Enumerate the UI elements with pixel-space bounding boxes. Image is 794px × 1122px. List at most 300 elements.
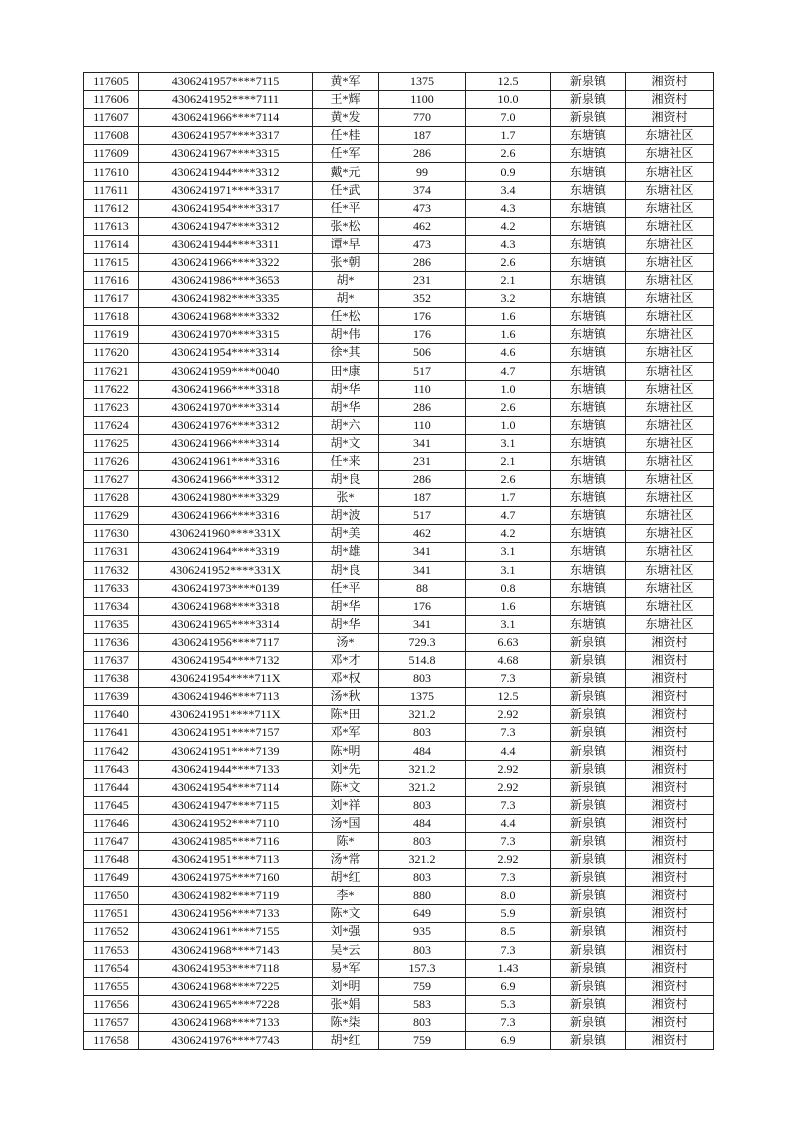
amount-cell: 484 xyxy=(379,742,466,760)
record-id-cell: 117608 xyxy=(84,127,139,145)
table-row xyxy=(84,326,714,344)
town-cell: 新泉镇 xyxy=(551,923,626,941)
town-cell: 东塘镇 xyxy=(551,525,626,543)
name-cell: 胡*红 xyxy=(313,1031,379,1049)
quantity-cell: 4.6 xyxy=(466,344,551,362)
town-cell: 新泉镇 xyxy=(551,778,626,796)
town-cell: 东塘镇 xyxy=(551,127,626,145)
name-cell: 陈*文 xyxy=(313,778,379,796)
id-number-cell: 4306241961****7155 xyxy=(139,923,313,941)
record-id-cell: 117609 xyxy=(84,145,139,163)
village-cell: 东塘社区 xyxy=(626,434,714,452)
table-row xyxy=(84,579,714,597)
town-cell: 新泉镇 xyxy=(551,706,626,724)
record-id-cell: 117616 xyxy=(84,272,139,290)
record-id-cell: 117658 xyxy=(84,1031,139,1049)
amount-cell: 176 xyxy=(379,326,466,344)
amount-cell: 462 xyxy=(379,525,466,543)
village-cell: 湘资村 xyxy=(626,977,714,995)
id-number-cell: 4306241985****7116 xyxy=(139,832,313,850)
id-number-cell: 4306241965****7228 xyxy=(139,995,313,1013)
village-cell: 湘资村 xyxy=(626,633,714,651)
quantity-cell: 3.1 xyxy=(466,561,551,579)
name-cell: 任*来 xyxy=(313,452,379,470)
town-cell: 新泉镇 xyxy=(551,91,626,109)
id-number-cell: 4306241966****3316 xyxy=(139,507,313,525)
amount-cell: 341 xyxy=(379,561,466,579)
record-id-cell: 117643 xyxy=(84,760,139,778)
id-number-cell: 4306241951****7139 xyxy=(139,742,313,760)
id-number-cell: 4306241947****7115 xyxy=(139,796,313,814)
quantity-cell: 1.6 xyxy=(466,308,551,326)
table-row xyxy=(84,362,714,380)
quantity-cell: 4.3 xyxy=(466,235,551,253)
amount-cell: 803 xyxy=(379,941,466,959)
quantity-cell: 2.92 xyxy=(466,760,551,778)
quantity-cell: 6.9 xyxy=(466,977,551,995)
quantity-cell: 2.92 xyxy=(466,851,551,869)
amount-cell: 176 xyxy=(379,308,466,326)
table-row xyxy=(84,633,714,651)
table-row xyxy=(84,452,714,470)
name-cell: 邓*军 xyxy=(313,724,379,742)
amount-cell: 803 xyxy=(379,670,466,688)
name-cell: 胡*良 xyxy=(313,471,379,489)
town-cell: 东塘镇 xyxy=(551,235,626,253)
town-cell: 东塘镇 xyxy=(551,253,626,271)
id-number-cell: 4306241968****7143 xyxy=(139,941,313,959)
table-row xyxy=(84,814,714,832)
town-cell: 东塘镇 xyxy=(551,615,626,633)
quantity-cell: 2.92 xyxy=(466,706,551,724)
village-cell: 湘资村 xyxy=(626,670,714,688)
name-cell: 胡*美 xyxy=(313,525,379,543)
record-id-cell: 117638 xyxy=(84,670,139,688)
name-cell: 胡*雄 xyxy=(313,543,379,561)
id-number-cell: 4306241954****3314 xyxy=(139,344,313,362)
town-cell: 东塘镇 xyxy=(551,452,626,470)
village-cell: 东塘社区 xyxy=(626,452,714,470)
amount-cell: 110 xyxy=(379,416,466,434)
town-cell: 新泉镇 xyxy=(551,905,626,923)
town-cell: 新泉镇 xyxy=(551,1013,626,1031)
name-cell: 陈*明 xyxy=(313,742,379,760)
id-number-cell: 4306241953****7118 xyxy=(139,959,313,977)
town-cell: 东塘镇 xyxy=(551,398,626,416)
table-row xyxy=(84,977,714,995)
table-row xyxy=(84,959,714,977)
table-row xyxy=(84,253,714,271)
amount-cell: 517 xyxy=(379,507,466,525)
town-cell: 东塘镇 xyxy=(551,272,626,290)
town-cell: 东塘镇 xyxy=(551,163,626,181)
record-id-cell: 117639 xyxy=(84,688,139,706)
record-id-cell: 117642 xyxy=(84,742,139,760)
record-id-cell: 117605 xyxy=(84,73,139,91)
town-cell: 东塘镇 xyxy=(551,308,626,326)
amount-cell: 231 xyxy=(379,452,466,470)
amount-cell: 770 xyxy=(379,109,466,127)
id-number-cell: 4306241951****7157 xyxy=(139,724,313,742)
amount-cell: 231 xyxy=(379,272,466,290)
id-number-cell: 4306241970****3314 xyxy=(139,398,313,416)
id-number-cell: 4306241961****3316 xyxy=(139,452,313,470)
id-number-cell: 4306241964****3319 xyxy=(139,543,313,561)
village-cell: 东塘社区 xyxy=(626,145,714,163)
amount-cell: 880 xyxy=(379,887,466,905)
id-number-cell: 4306241954****3317 xyxy=(139,199,313,217)
name-cell: 戴*元 xyxy=(313,163,379,181)
name-cell: 任*平 xyxy=(313,579,379,597)
village-cell: 东塘社区 xyxy=(626,416,714,434)
table-row xyxy=(84,507,714,525)
amount-cell: 1375 xyxy=(379,73,466,91)
name-cell: 张* xyxy=(313,489,379,507)
amount-cell: 506 xyxy=(379,344,466,362)
town-cell: 东塘镇 xyxy=(551,326,626,344)
name-cell: 张*朝 xyxy=(313,253,379,271)
record-id-cell: 117631 xyxy=(84,543,139,561)
record-id-cell: 117647 xyxy=(84,832,139,850)
village-cell: 湘资村 xyxy=(626,91,714,109)
quantity-cell: 1.43 xyxy=(466,959,551,977)
record-id-cell: 117620 xyxy=(84,344,139,362)
village-cell: 湘资村 xyxy=(626,995,714,1013)
name-cell: 胡*华 xyxy=(313,597,379,615)
amount-cell: 935 xyxy=(379,923,466,941)
village-cell: 东塘社区 xyxy=(626,489,714,507)
village-cell: 东塘社区 xyxy=(626,181,714,199)
table-row xyxy=(84,887,714,905)
table-row xyxy=(84,181,714,199)
table-row xyxy=(84,416,714,434)
quantity-cell: 3.1 xyxy=(466,543,551,561)
village-cell: 湘资村 xyxy=(626,959,714,977)
id-number-cell: 4306241968****3332 xyxy=(139,308,313,326)
village-cell: 湘资村 xyxy=(626,706,714,724)
name-cell: 胡*波 xyxy=(313,507,379,525)
amount-cell: 473 xyxy=(379,235,466,253)
id-number-cell: 4306241956****7133 xyxy=(139,905,313,923)
table-row xyxy=(84,561,714,579)
amount-cell: 187 xyxy=(379,489,466,507)
name-cell: 李* xyxy=(313,887,379,905)
town-cell: 新泉镇 xyxy=(551,796,626,814)
village-cell: 东塘社区 xyxy=(626,272,714,290)
quantity-cell: 4.3 xyxy=(466,199,551,217)
village-cell: 东塘社区 xyxy=(626,597,714,615)
id-number-cell: 4306241970****3315 xyxy=(139,326,313,344)
id-number-cell: 4306241956****7117 xyxy=(139,633,313,651)
record-id-cell: 117611 xyxy=(84,181,139,199)
village-cell: 东塘社区 xyxy=(626,380,714,398)
record-id-cell: 117651 xyxy=(84,905,139,923)
table-row xyxy=(84,851,714,869)
town-cell: 东塘镇 xyxy=(551,145,626,163)
table-row xyxy=(84,145,714,163)
quantity-cell: 8.5 xyxy=(466,923,551,941)
id-number-cell: 4306241946****7113 xyxy=(139,688,313,706)
quantity-cell: 8.0 xyxy=(466,887,551,905)
record-id-cell: 117607 xyxy=(84,109,139,127)
village-cell: 东塘社区 xyxy=(626,507,714,525)
quantity-cell: 4.2 xyxy=(466,525,551,543)
town-cell: 新泉镇 xyxy=(551,832,626,850)
amount-cell: 583 xyxy=(379,995,466,1013)
table-row xyxy=(84,597,714,615)
id-number-cell: 4306241971****3317 xyxy=(139,181,313,199)
quantity-cell: 3.4 xyxy=(466,181,551,199)
record-id-cell: 117623 xyxy=(84,398,139,416)
table-row xyxy=(84,380,714,398)
quantity-cell: 0.8 xyxy=(466,579,551,597)
town-cell: 新泉镇 xyxy=(551,887,626,905)
name-cell: 邓*权 xyxy=(313,670,379,688)
record-id-cell: 117640 xyxy=(84,706,139,724)
name-cell: 汤*秋 xyxy=(313,688,379,706)
town-cell: 新泉镇 xyxy=(551,851,626,869)
id-number-cell: 4306241966****3318 xyxy=(139,380,313,398)
quantity-cell: 4.7 xyxy=(466,362,551,380)
amount-cell: 286 xyxy=(379,398,466,416)
quantity-cell: 4.68 xyxy=(466,652,551,670)
table-row xyxy=(84,941,714,959)
amount-cell: 176 xyxy=(379,597,466,615)
name-cell: 陈* xyxy=(313,832,379,850)
id-number-cell: 4306241952****7111 xyxy=(139,91,313,109)
table-row xyxy=(84,290,714,308)
table-row xyxy=(84,398,714,416)
table-row xyxy=(84,688,714,706)
amount-cell: 729.3 xyxy=(379,633,466,651)
record-id-cell: 117636 xyxy=(84,633,139,651)
quantity-cell: 3.2 xyxy=(466,290,551,308)
village-cell: 湘资村 xyxy=(626,887,714,905)
name-cell: 邓*才 xyxy=(313,652,379,670)
id-number-cell: 4306241982****3335 xyxy=(139,290,313,308)
name-cell: 胡*文 xyxy=(313,434,379,452)
id-number-cell: 4306241982****7119 xyxy=(139,887,313,905)
table-row xyxy=(84,217,714,235)
table-row xyxy=(84,706,714,724)
record-id-cell: 117654 xyxy=(84,959,139,977)
id-number-cell: 4306241954****7132 xyxy=(139,652,313,670)
village-cell: 东塘社区 xyxy=(626,344,714,362)
village-cell: 东塘社区 xyxy=(626,199,714,217)
amount-cell: 352 xyxy=(379,290,466,308)
id-number-cell: 4306241957****3317 xyxy=(139,127,313,145)
village-cell: 湘资村 xyxy=(626,73,714,91)
village-cell: 东塘社区 xyxy=(626,471,714,489)
quantity-cell: 1.7 xyxy=(466,489,551,507)
table-row xyxy=(84,489,714,507)
id-number-cell: 4306241960****331X xyxy=(139,525,313,543)
village-cell: 东塘社区 xyxy=(626,308,714,326)
quantity-cell: 2.6 xyxy=(466,398,551,416)
id-number-cell: 4306241952****7110 xyxy=(139,814,313,832)
town-cell: 新泉镇 xyxy=(551,995,626,1013)
town-cell: 新泉镇 xyxy=(551,760,626,778)
village-cell: 东塘社区 xyxy=(626,615,714,633)
quantity-cell: 2.6 xyxy=(466,471,551,489)
name-cell: 吴*云 xyxy=(313,941,379,959)
id-number-cell: 4306241944****3312 xyxy=(139,163,313,181)
id-number-cell: 4306241967****3315 xyxy=(139,145,313,163)
id-number-cell: 4306241968****7225 xyxy=(139,977,313,995)
amount-cell: 803 xyxy=(379,1013,466,1031)
id-number-cell: 4306241966****3314 xyxy=(139,434,313,452)
table-row xyxy=(84,615,714,633)
quantity-cell: 3.1 xyxy=(466,615,551,633)
record-id-cell: 117627 xyxy=(84,471,139,489)
name-cell: 任*军 xyxy=(313,145,379,163)
quantity-cell: 1.0 xyxy=(466,416,551,434)
quantity-cell: 3.1 xyxy=(466,434,551,452)
village-cell: 湘资村 xyxy=(626,941,714,959)
name-cell: 任*武 xyxy=(313,181,379,199)
record-id-cell: 117650 xyxy=(84,887,139,905)
record-id-cell: 117645 xyxy=(84,796,139,814)
name-cell: 陈*柒 xyxy=(313,1013,379,1031)
village-cell: 东塘社区 xyxy=(626,163,714,181)
id-number-cell: 4306241944****7133 xyxy=(139,760,313,778)
town-cell: 东塘镇 xyxy=(551,181,626,199)
record-id-cell: 117612 xyxy=(84,199,139,217)
quantity-cell: 7.3 xyxy=(466,1013,551,1031)
village-cell: 湘资村 xyxy=(626,796,714,814)
quantity-cell: 2.1 xyxy=(466,452,551,470)
name-cell: 陈*文 xyxy=(313,905,379,923)
table-row xyxy=(84,109,714,127)
table-row xyxy=(84,760,714,778)
town-cell: 东塘镇 xyxy=(551,362,626,380)
town-cell: 新泉镇 xyxy=(551,670,626,688)
village-cell: 东塘社区 xyxy=(626,326,714,344)
table-row xyxy=(84,272,714,290)
town-cell: 东塘镇 xyxy=(551,344,626,362)
town-cell: 东塘镇 xyxy=(551,290,626,308)
name-cell: 王*辉 xyxy=(313,91,379,109)
record-id-cell: 117655 xyxy=(84,977,139,995)
amount-cell: 99 xyxy=(379,163,466,181)
id-number-cell: 4306241954****7114 xyxy=(139,778,313,796)
record-id-cell: 117614 xyxy=(84,235,139,253)
name-cell: 胡*六 xyxy=(313,416,379,434)
amount-cell: 803 xyxy=(379,832,466,850)
name-cell: 刘*强 xyxy=(313,923,379,941)
id-number-cell: 4306241976****7743 xyxy=(139,1031,313,1049)
record-id-cell: 117610 xyxy=(84,163,139,181)
town-cell: 新泉镇 xyxy=(551,742,626,760)
town-cell: 东塘镇 xyxy=(551,507,626,525)
record-id-cell: 117644 xyxy=(84,778,139,796)
quantity-cell: 2.1 xyxy=(466,272,551,290)
village-cell: 东塘社区 xyxy=(626,579,714,597)
amount-cell: 759 xyxy=(379,977,466,995)
town-cell: 东塘镇 xyxy=(551,471,626,489)
id-number-cell: 4306241952****331X xyxy=(139,561,313,579)
amount-cell: 1375 xyxy=(379,688,466,706)
table-row xyxy=(84,923,714,941)
table-row xyxy=(84,778,714,796)
quantity-cell: 12.5 xyxy=(466,73,551,91)
record-id-cell: 117632 xyxy=(84,561,139,579)
name-cell: 刘*先 xyxy=(313,760,379,778)
table-row xyxy=(84,670,714,688)
amount-cell: 803 xyxy=(379,796,466,814)
id-number-cell: 4306241966****3322 xyxy=(139,253,313,271)
name-cell: 黄*军 xyxy=(313,73,379,91)
name-cell: 田*康 xyxy=(313,362,379,380)
name-cell: 任*平 xyxy=(313,199,379,217)
amount-cell: 803 xyxy=(379,724,466,742)
quantity-cell: 1.0 xyxy=(466,380,551,398)
name-cell: 汤*国 xyxy=(313,814,379,832)
town-cell: 新泉镇 xyxy=(551,1031,626,1049)
town-cell: 东塘镇 xyxy=(551,380,626,398)
village-cell: 湘资村 xyxy=(626,652,714,670)
village-cell: 湘资村 xyxy=(626,869,714,887)
quantity-cell: 4.4 xyxy=(466,742,551,760)
town-cell: 新泉镇 xyxy=(551,652,626,670)
quantity-cell: 4.7 xyxy=(466,507,551,525)
village-cell: 湘资村 xyxy=(626,760,714,778)
village-cell: 湘资村 xyxy=(626,109,714,127)
village-cell: 东塘社区 xyxy=(626,398,714,416)
amount-cell: 187 xyxy=(379,127,466,145)
town-cell: 东塘镇 xyxy=(551,416,626,434)
town-cell: 东塘镇 xyxy=(551,489,626,507)
village-cell: 湘资村 xyxy=(626,1013,714,1031)
village-cell: 湘资村 xyxy=(626,923,714,941)
village-cell: 东塘社区 xyxy=(626,217,714,235)
record-id-cell: 117633 xyxy=(84,579,139,597)
town-cell: 东塘镇 xyxy=(551,434,626,452)
table-row xyxy=(84,905,714,923)
record-id-cell: 117615 xyxy=(84,253,139,271)
amount-cell: 514.8 xyxy=(379,652,466,670)
quantity-cell: 7.0 xyxy=(466,109,551,127)
quantity-cell: 1.7 xyxy=(466,127,551,145)
village-cell: 东塘社区 xyxy=(626,127,714,145)
name-cell: 张*松 xyxy=(313,217,379,235)
table-row xyxy=(84,471,714,489)
name-cell: 胡*伟 xyxy=(313,326,379,344)
amount-cell: 321.2 xyxy=(379,778,466,796)
quantity-cell: 7.3 xyxy=(466,832,551,850)
id-number-cell: 4306241959****0040 xyxy=(139,362,313,380)
town-cell: 东塘镇 xyxy=(551,199,626,217)
record-id-cell: 117613 xyxy=(84,217,139,235)
record-id-cell: 117626 xyxy=(84,452,139,470)
table-row xyxy=(84,127,714,145)
village-cell: 湘资村 xyxy=(626,851,714,869)
village-cell: 东塘社区 xyxy=(626,561,714,579)
amount-cell: 341 xyxy=(379,434,466,452)
table-row xyxy=(84,308,714,326)
amount-cell: 321.2 xyxy=(379,760,466,778)
town-cell: 东塘镇 xyxy=(551,579,626,597)
record-id-cell: 117622 xyxy=(84,380,139,398)
village-cell: 东塘社区 xyxy=(626,253,714,271)
name-cell: 易*军 xyxy=(313,959,379,977)
table-row xyxy=(84,869,714,887)
amount-cell: 374 xyxy=(379,181,466,199)
village-cell: 湘资村 xyxy=(626,832,714,850)
id-number-cell: 4306241975****7160 xyxy=(139,869,313,887)
record-id-cell: 117628 xyxy=(84,489,139,507)
name-cell: 黄*发 xyxy=(313,109,379,127)
